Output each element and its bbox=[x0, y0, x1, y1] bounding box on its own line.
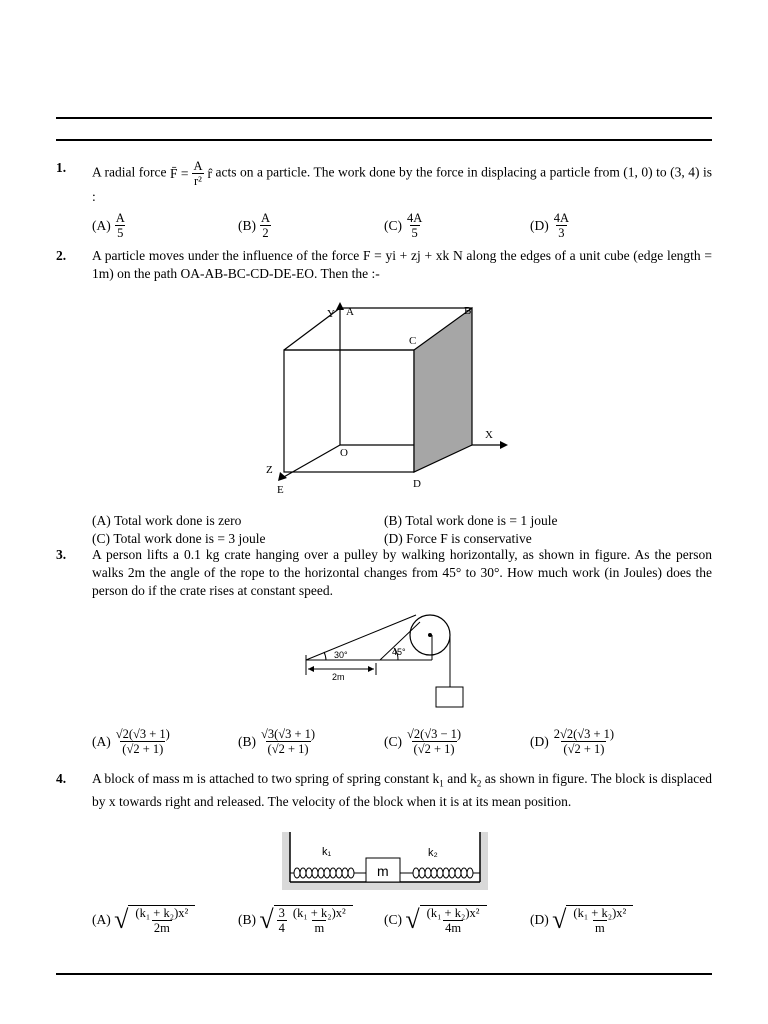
label-c: C bbox=[409, 335, 417, 347]
label-d: D bbox=[413, 478, 421, 490]
question-1 bbox=[56, 159, 712, 206]
label-e: E bbox=[277, 484, 284, 496]
option-c[interactable]: (C) $\frac{4A}{5}$ bbox=[384, 211, 423, 240]
label-k2: k₂ bbox=[428, 847, 438, 859]
question-number: 3. bbox=[56, 547, 67, 562]
sqrt-sign: √ bbox=[552, 905, 567, 934]
question-number: 2. bbox=[56, 248, 67, 263]
option-a[interactable]: (A) Total work done is zero bbox=[92, 513, 242, 528]
option-c[interactable]: (C) $\frac{√2(√3 - 1)}{(√2 + 1)}$ bbox=[384, 727, 462, 756]
label-a: A bbox=[346, 306, 354, 318]
question-text: A person lifts a 0.1 kg crate hanging over a pulley by walking horizontally, as shown in figure. As the person walks 2m the angle of the rope to the horizontal changes from 45° to 30°. How much work (in Joules) does the person do if the crate rises at constant speed. bbox=[92, 547, 712, 598]
angle-45-label: 45° bbox=[392, 647, 406, 657]
sqrt-sign: √ bbox=[405, 905, 420, 934]
question-text: A block of mass m is attached to two spring of spring constant $k_1$ and $k_2$ as shown in figure. The block is displaced by x towards right and released. The velocity of the block when it is at its mean position. bbox=[92, 771, 712, 809]
label-x: X bbox=[485, 429, 493, 441]
option-a[interactable]: (A) $\frac{√2(√3 + 1)}{(√2 + 1)}$ bbox=[92, 727, 170, 756]
question-number: 1. bbox=[56, 160, 67, 175]
pulley-figure bbox=[296, 605, 472, 710]
label-o: O bbox=[340, 447, 348, 459]
force-expression: F̄ = $\frac{A}{\text{r²}}$ r̂ bbox=[169, 159, 212, 188]
question-4 bbox=[56, 770, 712, 811]
option-a[interactable]: (A) $\frac{A}{5}$ bbox=[92, 211, 125, 240]
label-m: m bbox=[377, 863, 389, 879]
option-a[interactable]: (A) √ $\frac{\text{(k₁ + k₂)x²}}{2m}$ bbox=[92, 905, 195, 935]
question-text: A particle moves under the influence of the force F = yi + zj + xk N along the edges of a unit cube (edge length = 1m) on the path OA-AB-BC-CD-DE-EO. Then the :- bbox=[92, 248, 712, 281]
crate bbox=[436, 687, 463, 707]
option-b[interactable]: (B) Total work done is = 1 joule bbox=[384, 513, 558, 528]
distance-label: 2m bbox=[332, 672, 345, 682]
sqrt-sign: √ bbox=[114, 905, 129, 934]
header-rule-bottom bbox=[56, 139, 712, 141]
option-b[interactable]: (B) √ $\frac{3}{4}$ $\frac{\text{(k₁ + k₂)x²}}{m}$ bbox=[238, 905, 353, 935]
label-y: Y bbox=[327, 308, 335, 320]
label-k1: k₁ bbox=[322, 846, 332, 858]
question-3 bbox=[56, 546, 712, 600]
sqrt-sign: √ bbox=[259, 905, 274, 934]
angle-30-label: 30° bbox=[334, 650, 348, 660]
y-axis-arrow bbox=[336, 302, 344, 310]
question-number: 4. bbox=[56, 771, 67, 786]
spring-block-figure bbox=[282, 828, 488, 892]
header-rule-top bbox=[56, 117, 712, 119]
shaded-cube-face bbox=[414, 308, 472, 472]
footer-rule bbox=[56, 973, 712, 975]
label-b: B bbox=[464, 305, 472, 317]
option-d[interactable]: (D) √ $\frac{\text{(k₁ + k₂)x²}}{m}$ bbox=[530, 905, 633, 935]
option-d[interactable]: (D) $\frac{4A}{3}$ bbox=[530, 211, 570, 240]
option-c[interactable]: (C) √ $\frac{\text{(k₁ + k₂)x²}}{4m}$ bbox=[384, 905, 487, 935]
option-d[interactable]: (D) $\frac{2√2(√3 + 1)}{(√2 + 1)}$ bbox=[530, 727, 615, 756]
option-b[interactable]: (B) $\frac{A}{2}$ bbox=[238, 211, 271, 240]
question-text: A radial force F̄ = $\frac{A}{\text{r²}}$ r̂ acts on a particle. The work done by the force in displacing a particle from (1, 0) to (3, 4) is : bbox=[92, 159, 712, 204]
option-d[interactable]: (D) Force F is conservative bbox=[384, 531, 532, 546]
x-axis-arrow bbox=[500, 441, 508, 449]
option-c[interactable]: (C) Total work done is = 3 joule bbox=[92, 531, 266, 546]
cube-figure bbox=[260, 300, 510, 500]
label-z: Z bbox=[266, 464, 273, 476]
question-2 bbox=[56, 247, 712, 283]
option-b[interactable]: (B) $\frac{√3(√3 + 1)}{(√2 + 1)}$ bbox=[238, 727, 316, 756]
